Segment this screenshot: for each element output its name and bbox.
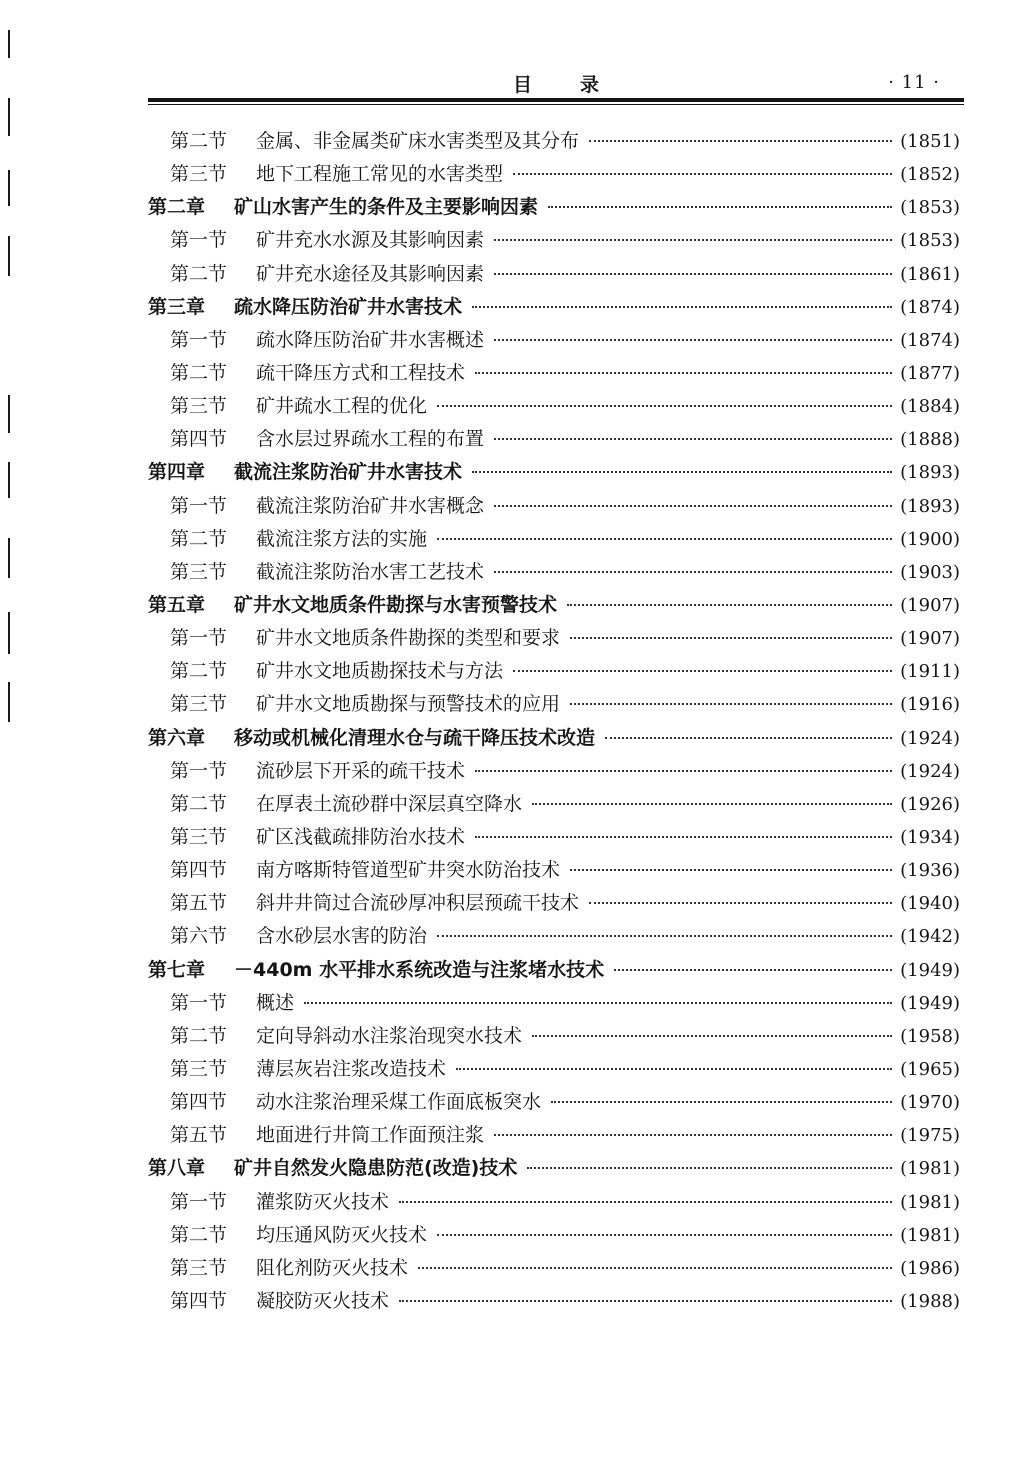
toc-leader-dots [304,1002,892,1004]
toc-leader-dots [494,273,892,275]
toc-entry-page: (1911) [900,661,960,683]
binding-mark [8,30,10,58]
toc-section-entry [148,524,960,557]
toc-entry-title: 矿井水文地质条件勘探的类型和要求 [256,627,561,650]
toc-entry-title: 南方喀斯特管道型矿井突水防治技术 [256,859,561,882]
toc-section-entry [148,1120,960,1153]
toc-entry-title: 含水层过界疏水工程的布置 [256,428,485,451]
header-title [148,70,964,97]
toc-entry-title: 在厚表土流砂群中深层真空降水 [256,792,523,815]
header-title-part2: 录 [580,74,600,96]
toc-leader-dots [399,1300,892,1302]
toc-leader-dots [494,505,892,507]
toc-leader-dots [527,1167,892,1169]
toc-entry-title: 截流注浆方法的实施 [256,527,428,550]
toc-entry-label: 第一节 [170,328,228,351]
toc-section-entry [148,491,960,524]
header-title-part1: 目 [512,74,532,96]
toc-entry-title: 定向导斜动水注浆治现突水技术 [256,1024,523,1047]
toc-section-entry [148,424,960,457]
toc-entry-page: (1851) [900,131,960,152]
toc-entry-label: 第三节 [170,1057,228,1080]
toc-entry-label: 第一节 [170,991,228,1014]
toc-entry-title: 灌浆防灭火技术 [256,1190,390,1213]
toc-entry-title: 薄层灰岩注浆改造技术 [256,1057,447,1080]
toc-entry-label: 第三节 [170,1256,228,1279]
toc-leader-dots [570,869,892,871]
toc-entry-page: (1986) [900,1257,960,1279]
toc-entry-label: 第二章 [148,196,206,219]
toc-leader-dots [437,1234,892,1236]
binding-mark [8,236,10,276]
toc-entry-page: (1934) [900,826,960,848]
toc-entry-label: 第三节 [170,693,228,716]
table-of-contents [148,126,960,1319]
toc-leader-dots [513,173,892,175]
toc-chapter-entry [148,1153,960,1186]
toc-section-entry [148,1021,960,1054]
toc-leader-dots [551,1101,892,1103]
toc-entry-label: 第四章 [148,461,206,484]
toc-section-entry [148,1187,960,1220]
toc-entry-title: 概述 [256,991,295,1014]
toc-leader-dots [513,670,892,672]
toc-entry-label: 第二节 [170,792,228,815]
toc-entry-title: 阻化剂防灭火技术 [256,1256,409,1279]
toc-entry-page: (1958) [900,1025,960,1047]
toc-chapter-entry [148,723,960,756]
toc-entry-title: 流砂层下开采的疏干技术 [256,759,466,782]
toc-leader-dots [532,1035,892,1037]
toc-entry-title: 矿井水文地质勘探与预警技术的应用 [256,693,561,716]
header-rule-thick [148,98,964,102]
toc-entry-page: (1853) [900,230,960,252]
toc-section-entry [148,1286,960,1319]
toc-leader-dots [399,1201,892,1203]
toc-chapter-entry [148,292,960,325]
toc-entry-page: (1888) [900,429,960,451]
page-number: · 11 · [888,72,940,93]
binding-mark [8,395,10,433]
toc-entry-title: 含水砂层水害的防治 [256,925,428,948]
toc-entry-label: 第三章 [148,295,206,318]
toc-leader-dots [418,1267,892,1269]
toc-section-entry [148,1054,960,1087]
toc-leader-dots [494,1134,892,1136]
toc-chapter-entry [148,955,960,988]
toc-entry-label: 第二节 [170,1223,228,1246]
toc-section-entry [148,557,960,590]
binding-mark [8,170,10,206]
binding-mark [8,612,10,654]
toc-entry-page: (1988) [900,1290,960,1312]
toc-entry-label: 第五节 [170,1124,228,1147]
toc-leader-dots [494,438,892,440]
toc-section-entry [148,358,960,391]
toc-section-entry [148,756,960,789]
binding-mark [8,538,10,578]
toc-leader-dots [605,737,892,739]
toc-entry-page: (1926) [900,793,960,815]
toc-section-entry [148,126,960,159]
toc-leader-dots [437,935,892,937]
toc-entry-page: (1949) [900,992,960,1014]
toc-entry-page: (1924) [900,760,960,782]
toc-section-entry [148,225,960,258]
toc-leader-dots [570,637,892,639]
toc-leader-dots [472,471,892,473]
toc-entry-page: (1900) [900,528,960,550]
toc-entry-title: 地下工程施工常见的水害类型 [256,163,504,186]
toc-leader-dots [548,206,892,208]
toc-entry-label: 第五章 [148,593,206,616]
toc-entry-label: 第四节 [170,1091,228,1114]
toc-entry-page: (1907) [900,594,960,616]
toc-entry-title: 矿区浅截疏排防治水技术 [256,825,466,848]
toc-section-entry [148,921,960,954]
toc-entry-title: 疏水降压防治矿井水害技术 [234,295,463,318]
toc-section-entry [148,623,960,656]
toc-entry-label: 第七章 [148,958,206,981]
toc-entry-page: (1907) [900,628,960,650]
toc-entry-label: 第五节 [170,892,228,915]
toc-entry-page: (1893) [900,462,960,484]
toc-entry-label: 第六节 [170,925,228,948]
toc-entry-label: 第四节 [170,859,228,882]
toc-entry-label: 第二节 [170,660,228,683]
toc-section-entry [148,888,960,921]
toc-entry-label: 第三节 [170,163,228,186]
page-header [148,70,964,100]
toc-entry-title: 疏干降压方式和工程技术 [256,361,466,384]
toc-entry-page: (1903) [900,561,960,583]
toc-entry-title: 金属、非金属类矿床水害类型及其分布 [256,130,580,152]
toc-chapter-entry [148,192,960,225]
toc-entry-page: (1949) [900,959,960,981]
toc-leader-dots [614,969,892,971]
toc-entry-label: 第八章 [148,1157,206,1180]
binding-edge-marks [0,0,20,1462]
toc-leader-dots [532,803,892,805]
toc-leader-dots [589,902,892,904]
toc-entry-title: 截流注浆防治矿井水害技术 [234,461,463,484]
binding-mark [8,98,10,136]
header-rule-thin [148,104,964,105]
binding-mark [8,462,10,498]
toc-entry-page: (1936) [900,860,960,882]
toc-leader-dots [570,703,892,705]
toc-entry-page: (1861) [900,263,960,285]
toc-entry-title: 矿井水文地质条件勘探与水害预警技术 [234,593,558,616]
toc-section-entry [148,988,960,1021]
toc-leader-dots [475,372,892,374]
toc-entry-title: 矿井自然发火隐患防范(改造)技术 [234,1157,518,1180]
toc-entry-label: 第一节 [170,229,228,252]
toc-leader-dots [437,405,892,407]
toc-entry-page: (1924) [900,727,960,749]
toc-entry-page: (1981) [900,1224,960,1246]
toc-entry-label: 第二节 [170,262,228,285]
toc-entry-title: 矿井疏水工程的优化 [256,395,428,418]
toc-entry-label: 第二节 [170,527,228,550]
toc-entry-page: (1965) [900,1058,960,1080]
toc-section-entry [148,789,960,822]
toc-leader-dots [494,239,892,241]
toc-entry-label: 第一节 [170,494,228,517]
toc-entry-label: 第二节 [170,1024,228,1047]
toc-entry-title: 动水注浆治理采煤工作面底板突水 [256,1091,542,1114]
toc-entry-page: (1852) [900,164,960,186]
toc-entry-page: (1874) [900,296,960,318]
toc-entry-label: 第一节 [170,759,228,782]
toc-section-entry [148,1087,960,1120]
toc-section-entry [148,1253,960,1286]
toc-entry-label: 第三节 [170,825,228,848]
toc-entry-title: 截流注浆防治矿井水害概念 [256,494,485,517]
toc-entry-page: (1916) [900,694,960,716]
toc-entry-label: 第三节 [170,395,228,418]
toc-leader-dots [472,306,892,308]
toc-entry-label: 第六章 [148,726,206,749]
toc-entry-label: 第二节 [170,130,228,152]
toc-section-entry [148,1220,960,1253]
toc-section-entry [148,689,960,722]
toc-section-entry [148,391,960,424]
toc-entry-title: 矿井充水水源及其影响因素 [256,229,485,252]
toc-entry-label: 第四节 [170,1289,228,1312]
toc-entry-title: －440m 水平排水系统改造与注浆堵水技术 [234,958,605,981]
toc-entry-label: 第四节 [170,428,228,451]
toc-section-entry [148,656,960,689]
toc-leader-dots [437,538,892,540]
toc-entry-page: (1874) [900,329,960,351]
toc-entry-page: (1970) [900,1092,960,1114]
toc-entry-page: (1877) [900,362,960,384]
toc-leader-dots [589,140,892,142]
toc-section-entry [148,259,960,292]
toc-leader-dots [475,836,892,838]
toc-chapter-entry [148,590,960,623]
toc-section-entry [148,822,960,855]
toc-entry-page: (1893) [900,495,960,517]
toc-entry-page: (1981) [900,1158,960,1180]
toc-chapter-entry [148,457,960,490]
toc-entry-label: 第一节 [170,627,228,650]
toc-leader-dots [475,770,892,772]
toc-entry-title: 凝胶防灭火技术 [256,1289,390,1312]
toc-entry-title: 矿井水文地质勘探技术与方法 [256,660,504,683]
toc-entry-page: (1884) [900,396,960,418]
toc-entry-page: (1942) [900,926,960,948]
toc-entry-page: (1975) [900,1125,960,1147]
toc-leader-dots [456,1068,892,1070]
toc-entry-label: 第二节 [170,361,228,384]
toc-entry-title: 截流注浆防治水害工艺技术 [256,560,485,583]
toc-entry-title: 移动或机械化清理水仓与疏干降压技术改造 [234,726,596,749]
toc-leader-dots [494,571,892,573]
toc-entry-page: (1981) [900,1191,960,1213]
toc-entry-label: 第一节 [170,1190,228,1213]
toc-entry-title: 疏水降压防治矿井水害概述 [256,328,485,351]
toc-entry-page: (1853) [900,197,960,219]
toc-entry-title: 地面进行井筒工作面预注浆 [256,1124,485,1147]
toc-entry-title: 矿井充水途径及其影响因素 [256,262,485,285]
toc-entry-title: 矿山水害产生的条件及主要影响因素 [234,196,539,219]
toc-section-entry [148,159,960,192]
toc-entry-title: 均压通风防灭火技术 [256,1223,428,1246]
toc-section-entry [148,855,960,888]
toc-entry-page: (1940) [900,893,960,915]
binding-mark [8,682,10,722]
toc-section-entry [148,325,960,358]
toc-entry-title: 斜井井筒过合流砂厚冲积层预疏干技术 [256,892,580,915]
toc-leader-dots [567,604,892,606]
toc-entry-label: 第三节 [170,560,228,583]
toc-leader-dots [494,339,892,341]
